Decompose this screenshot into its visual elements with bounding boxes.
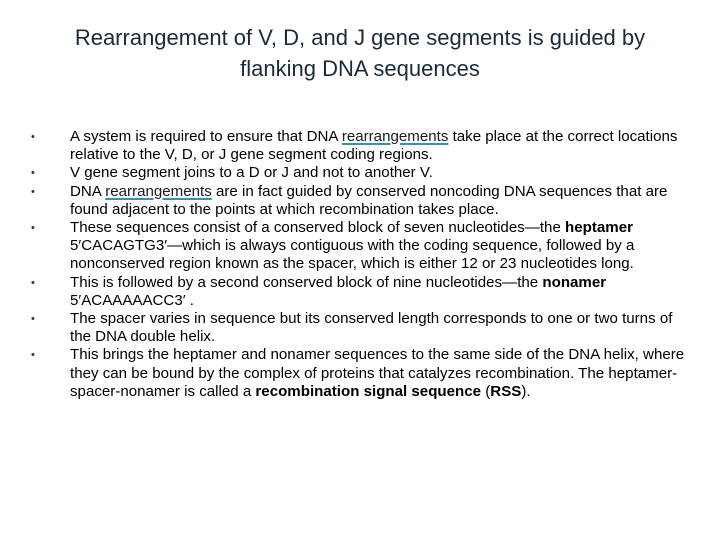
bullet-item bbox=[26, 219, 686, 274]
bullet-dot: • bbox=[31, 185, 35, 198]
bullet-text: ( bbox=[481, 382, 491, 400]
bullet-text: ). bbox=[521, 382, 531, 400]
bullet-item bbox=[26, 274, 686, 310]
bullet-text: DNA bbox=[70, 182, 106, 200]
bullet-list bbox=[26, 128, 686, 401]
bullet-dot: • bbox=[31, 313, 35, 326]
bullet-text: take place at the correct locations relative to the V, D, or J gene segment coding regions. bbox=[70, 128, 678, 164]
bullet-text: This brings the heptamer and nonamer sequences to the same side of the DNA helix, where they can be bound by the complex of proteins that catalyzes recombination. The heptamer-spacer-nonamer is called a bbox=[70, 346, 685, 400]
bullet-text: A system is required to ensure that DNA bbox=[70, 128, 342, 145]
bold-term-rss: recombination signal sequence bbox=[255, 382, 482, 400]
bullet-item bbox=[26, 310, 686, 346]
bullet-text: This is followed by a second conserved block of nine nucleotides—the bbox=[70, 273, 543, 291]
bold-term-rss-abbrev: RSS bbox=[490, 382, 522, 400]
bullet-text: 5′ACAAAAACC3′ . bbox=[70, 291, 194, 309]
bold-term-heptamer: heptamer bbox=[565, 219, 633, 237]
bullet-item bbox=[26, 346, 686, 401]
bullet-dot: • bbox=[31, 276, 35, 289]
bullet-text: These sequences consist of a conserved block of seven nucleotides—the bbox=[70, 219, 566, 237]
bullet-text: are in fact guided by conserved noncoding DNA sequences that are found adjacent to the points at which recombination takes place. bbox=[70, 182, 668, 218]
bullet-item bbox=[26, 164, 686, 182]
bullet-item bbox=[26, 128, 686, 164]
bold-term-nonamer: nonamer bbox=[542, 273, 607, 291]
bullet-dot: • bbox=[31, 131, 35, 143]
rearrangements-link[interactable]: rearrangements bbox=[105, 182, 212, 200]
bullet-item bbox=[26, 183, 686, 219]
rearrangements-link[interactable]: rearrangements bbox=[341, 128, 449, 145]
bullet-dot: • bbox=[31, 222, 35, 235]
bullet-dot: • bbox=[31, 349, 35, 362]
bullet-text: V gene segment joins to a D or J and not to another V. bbox=[70, 164, 433, 182]
bullet-text: The spacer varies in sequence but its conserved length corresponds to one or two turns of the DNA double helix. bbox=[70, 310, 673, 346]
slide-title: Rearrangement of V, D, and J gene segments is guided by flanking DNA sequences bbox=[74, 25, 646, 81]
bullet-dot: • bbox=[31, 167, 35, 180]
bullet-text: 5′CACAGTG3′—which is always contiguous with the coding sequence, followed by a nonconserved region known as the spacer, which is either 12 or 23 nucleotides long. bbox=[70, 237, 635, 273]
